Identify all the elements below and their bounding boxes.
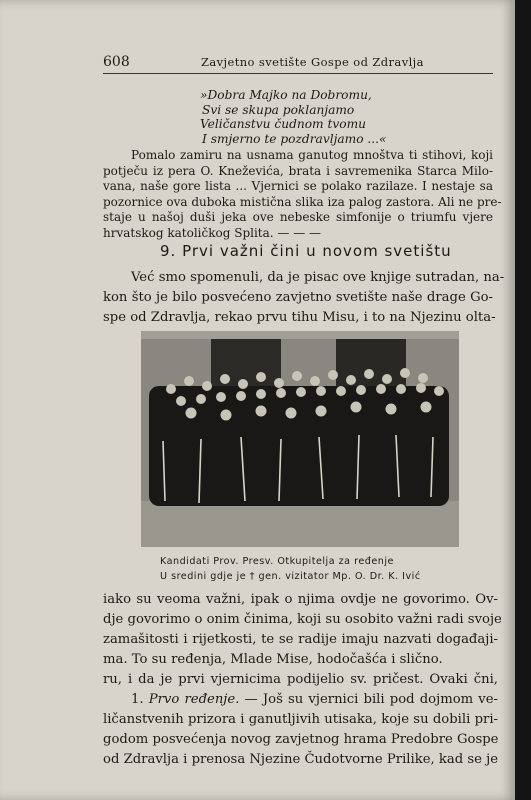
photo-caption-line1: Kandidati Prov. Presv. Otkupitelja za ređenje — [160, 556, 394, 567]
page-header — [103, 53, 493, 74]
text-line: ličanstvenih prizora i ganutljivih utisaka, koje su dobili pri- — [103, 712, 498, 727]
text-line: od Zdravlja i prenosa Njezine Čudotvorne Prilike, kad se je — [103, 752, 499, 767]
text-line: ru, i da je prvi vjernicima podijelio sv. pričest. Ovaki čni, — [103, 672, 498, 687]
text-line: Pomalo zamiru na usnama ganutog mnoštva ti stihovi, koji — [131, 148, 493, 162]
text-line: kon što je bilo posvećeno zavjetno svetište naše drage Go- — [103, 290, 493, 305]
text-line: iako su veoma važni, ipak o njima ovdje ne govorimo. Ov- — [103, 592, 498, 607]
text-line — [103, 690, 498, 710]
paragraph-intro — [103, 268, 505, 328]
text-line: staje u našoj duši jeka ove nebeske simfonije o triumfu vjere — [103, 210, 493, 224]
subsection-text: — Još su vjernici bili pod dojmom ve- — [239, 692, 498, 707]
paragraph-first-ordination — [103, 690, 498, 770]
text-line: godom posvećenja novog zavjetnog hrama Predobre Gospe — [103, 732, 499, 747]
text-line: pozornice ova duboka mistična slika iza palog zastora. Ali ne pre- — [103, 194, 502, 209]
verse-line: »Dobra Majko na Dobromu, — [200, 88, 372, 102]
page-number: 608 — [103, 54, 130, 70]
text-line: Već smo spomenuli, da je pisac ove knjige sutradan, na- — [131, 270, 505, 285]
text-line: hrvatskog katoličkog Splita. — — — — [103, 225, 322, 240]
group-photo-icon — [141, 331, 459, 547]
text-line: vana, naše gore lista ... Vjernici se polako razilaze. I nestaje sa — [103, 179, 493, 193]
verse-line: Veličanstvu čudnom tvomu — [200, 117, 367, 131]
text-line: potječu iz pera O. Kneževića, brata i savremenika Starca Milo- — [103, 163, 493, 178]
running-title: Zavjetno svetište Gospe od Zdravlja — [201, 55, 424, 69]
text-line: spe od Zdravlja, rekao prvu tihu Misu, i to na Njezinu olta- — [103, 310, 496, 325]
subsection-title: Prvo ređenje. — [148, 692, 240, 707]
verse-line: Svi se skupa poklanjamo — [202, 102, 355, 117]
verse-quote — [200, 88, 387, 146]
paragraph-closing-verse — [103, 148, 502, 241]
paragraph-events — [103, 590, 502, 690]
photo-caption-line2: U sredini gdje je † gen. vizitator Mp. O. Dr. K. Ivić — [160, 571, 421, 582]
text-line: zamašitosti i rijetkosti, te se radije imaju nazvati događaji- — [103, 632, 498, 647]
verse-line: I smjerno te pozdravljamo ...« — [202, 131, 387, 146]
text-line: ma. To su ređenja, Mlade Mise, hodočašća i slično. — [103, 652, 443, 667]
group-photo — [141, 331, 459, 547]
text-line: dje govorimo o onim činima, koji su osobito važni radi svoje — [103, 612, 502, 627]
subsection-number: 1. — [131, 692, 144, 707]
section-heading: 9. Prvi važni čini u novom svetištu — [160, 242, 452, 260]
